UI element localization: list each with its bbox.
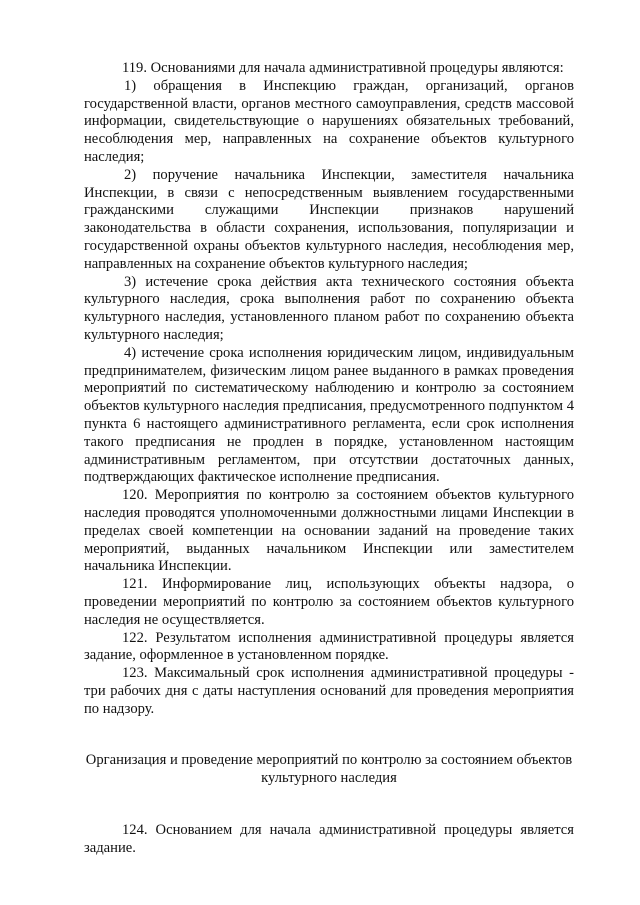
paragraph-120: 120. Мероприятия по контролю за состоянием объектов культурного наследия проводятся уполномоченными должностными лицами Инспекции в пределах своей компетенции на основании заданий на проведение таких мероприятий, выданных начальником Инспекции или заместителем начальника Инспекции. <box>84 487 574 575</box>
list-item-2: 2) поручение начальника Инспекции, заместителя начальника Инспекции, в связи с непосредственным выявлением государственными гражданскими служащими Инспекции признаков нарушений законодательства в области сохранения, использования, популяризации и государственной охраны объектов культурного наследия, несоблюдения мер, направленных на сохранение объектов культурного наследия; <box>84 166 574 272</box>
paragraph-124: 124. Основанием для начала административной процедуры является задание. <box>84 822 574 856</box>
paragraph-121: 121. Информирование лиц, использующих объекты надзора, о проведении мероприятий по контролю за состоянием объектов культурного наследия не осуществляется. <box>84 576 574 628</box>
section-heading: Организация и проведение мероприятий по контролю за состоянием объектов культурного наследия <box>85 752 573 787</box>
paragraph-123: 123. Максимальный срок исполнения административной процедуры - три рабочих дня с даты наступления оснований для проведения мероприятия по надзору. <box>84 665 574 717</box>
list-item-1: 1) обращения в Инспекцию граждан, организаций, органов государственной власти, органов местного самоуправления, средств массовой информации, свидетельствующие о нарушениях обязательных требований, несоблюдения мер, направленных на сохранение объектов культурного наследия; <box>84 77 574 165</box>
paragraph-122: 122. Результатом исполнения административной процедуры является задание, оформленное в установленном порядке. <box>84 629 574 664</box>
list-item-3: 3) истечение срока действия акта технического состояния объекта культурного наследия, срока выполнения работ по сохранению объекта культурного наследия, установленного планом работ по сохранению объекта культурного наследия; <box>84 273 574 343</box>
document-body <box>84 60 574 858</box>
list-item-4: 4) истечение срока исполнения юридическим лицом, индивидуальным предпринимателем, физическим лицом ранее выданного в рамках проведения мероприятий по систематическому наблюдению и контролю за состоянием объектов культурного наследия предписания, предусмотренного подпунктом 4 пункта 6 настоящего административного регламента, если срок исполнения такого предписания не продлен в порядке, установленном настоящим административным регламентом, при отсутствии достаточных данных, подтверждающих фактическое исполнение предписания. <box>84 344 574 486</box>
paragraph-119: 119. Основаниями для начала административной процедуры являются: <box>122 60 564 76</box>
